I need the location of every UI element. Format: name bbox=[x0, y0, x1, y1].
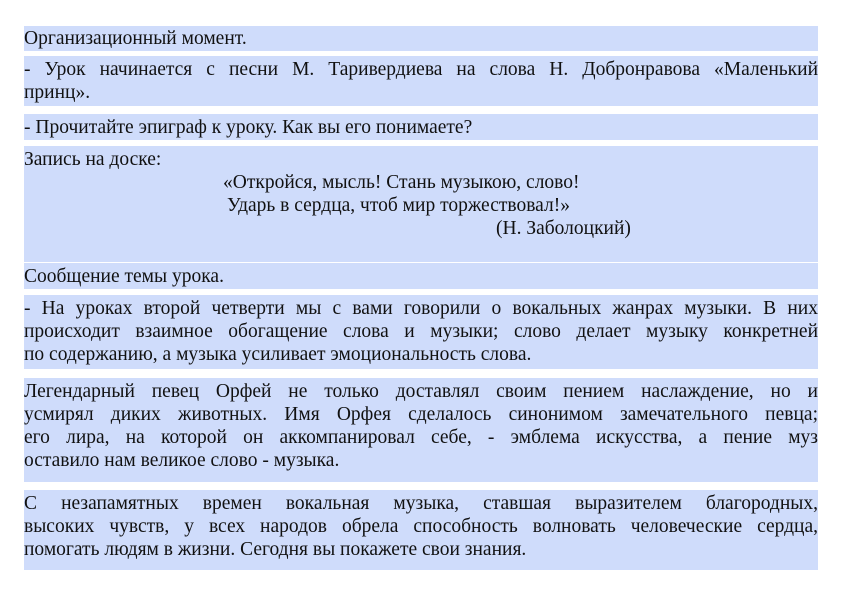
paragraph-topic-announcement bbox=[24, 263, 818, 289]
text-line: помогать людям в жизни. Сегодня вы покажете свои знания. bbox=[24, 539, 527, 560]
text-line: по содержанию, а музыка усиливает эмоциональность слова. bbox=[24, 344, 532, 365]
epigraph-line-2: Ударь в сердца, чтоб мир торжествовал!» bbox=[227, 195, 570, 216]
text-line: Организационный момент. bbox=[24, 28, 247, 49]
text-line: принц». bbox=[24, 82, 91, 103]
text-line: - Прочитайте эпиграф к уроку. Как вы его понимаете? bbox=[24, 117, 473, 138]
text-line: - На уроках второй четверти мы с вами говорили о вокальных жанрах музыки. В них bbox=[24, 298, 818, 319]
paragraph-vocal-music bbox=[24, 490, 818, 570]
text-line: происходит взаимное обогащение слова и музыки; слово делает музыку конкретней bbox=[24, 321, 818, 342]
text-line: Легендарный певец Орфей не только доставлял своим пением наслаждение, но и bbox=[24, 381, 818, 402]
text-line: - Урок начинается с песни М. Таривердиева на слова Н. Добронравова «Маленький bbox=[24, 59, 818, 80]
text-line: оставило нам великое слово - музыка. bbox=[24, 450, 340, 471]
text-line: усмирял диких животных. Имя Орфея сделалось синонимом замечательного певца; bbox=[24, 404, 818, 425]
epigraph-line-1: «Откройся, мысль! Стань музыкою, слово! bbox=[223, 172, 580, 193]
text-line: С незапамятных времен вокальная музыка, ставшая выразителем благородных, bbox=[24, 493, 818, 514]
paragraph-organizational-moment bbox=[24, 26, 818, 51]
paragraph-board-note bbox=[24, 146, 818, 262]
text-line: высоких чувств, у всех народов обрела способность волновать человеческие сердца, bbox=[24, 516, 818, 537]
paragraph-read-epigraph bbox=[24, 114, 818, 140]
text-line: его лира, на которой он аккомпанировал себе, - эмблема искусства, а пение муз bbox=[24, 427, 818, 448]
paragraph-lesson-start bbox=[24, 56, 818, 106]
text-line: Запись на доске: bbox=[24, 149, 162, 170]
paragraph-vocal-genres bbox=[24, 295, 818, 369]
epigraph-author: (Н. Заболоцкий) bbox=[496, 218, 631, 239]
paragraph-orpheus bbox=[24, 378, 818, 482]
text-line: Сообщение темы урока. bbox=[24, 266, 224, 287]
